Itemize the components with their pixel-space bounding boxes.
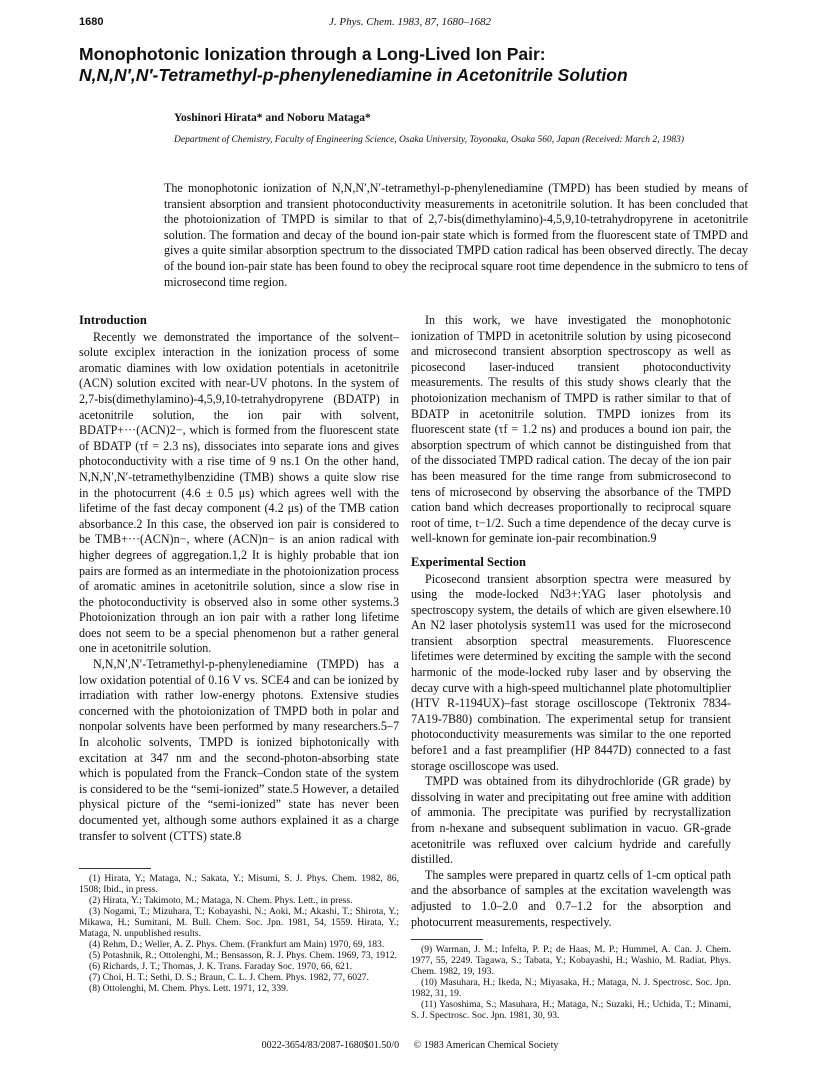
footnote: (6) Richards, J. T.; Thomas, J. K. Trans. Faraday Soc. 1970, 66, 621.	[89, 961, 353, 972]
page-number: 1680	[79, 16, 104, 28]
page-footer	[0, 1040, 820, 1051]
footnotes-left	[79, 873, 399, 994]
footnotes-right	[411, 944, 731, 1021]
footnote: (4) Rehm, D.; Weller, A. Z. Phys. Chem. (Frankfurt am Main) 1970, 69, 183.	[89, 939, 385, 950]
running-head: J. Phys. Chem. 1983, 87, 1680–1682	[329, 16, 491, 28]
right-column	[411, 313, 731, 930]
experimental-paragraph: TMPD was obtained from its dihydrochloride (GR grade) by dissolving in water and precipitating out free amine with addition of ammonia. The precipitate was purified by recrystallization from n-hexane and subsequent sublimation in vacuo. GR-grade acetonitrile was refluxed over calcium hydride and carefully distilled.	[411, 774, 731, 867]
article-title	[79, 44, 759, 86]
footnote-divider	[79, 868, 151, 869]
title-line-2: N,N,N′,N′-Tetramethyl-p-phenylenediamine in Acetonitrile Solution	[79, 65, 628, 85]
authors: Yoshinori Hirata* and Noboru Mataga*	[174, 112, 371, 124]
title-line-1: Monophotonic Ionization through a Long-Lived Ion Pair:	[79, 44, 546, 64]
introduction-heading: Introduction	[79, 313, 147, 327]
publication-code: 0022-3654/83/2087-1680$01.50/0	[261, 1040, 400, 1051]
footnote: (1) Hirata, Y.; Mataga, N.; Sakata, Y.; Misumi, S. J. Phys. Chem. 1982, 86, 1508; Ibid., in press.	[79, 873, 399, 895]
experimental-paragraph: The samples were prepared in quartz cells of 1-cm optical path and the absorbance of samples at the excitation wavelength was adjusted to 1.0–2.0 and 0.7–1.2 for the absorption and photocurrent measurements, respectively.	[411, 867, 731, 929]
footnote: (10) Masuhara, H.; Ikeda, N.; Miyasaka, H.; Mataga, N. J. Spectrosc. Soc. Jpn. 1982, 31, 19.	[411, 977, 731, 999]
intro-paragraph: Recently we demonstrated the importance of the solvent–solute exciplex interaction in the ionization process of some aromatic diamines with low oxidation potentials in acetonitrile (ACN) solution excited with near-UV photons. In the system of 2,7-bis(dimethylamino)-4,5,9,10-tetrahydropyrene (BDATP) in acetonitrile solution, the ion pair with solvent, BDATP+···(ACN)2−, which is formed from the fluorescent state of BDATP (τf = 2.3 ns), dissociates into separate ions and gives photoconductivity with a rise time of 9 ns.1 On the other hand, N,N,N′,N′-tetramethylbenzidine (TMB) shows a quite slow rise in the photocurrent (4.6 ± 0.5 μs) which agrees well with the lifetime of the fast decay component (4.2 μs) of the TMB cation absorbance.2 In this case, the observed ion pair is considered to be TMB+···(ACN)n−, where (ACN)n− is an anion radical with higher degrees of aggregation.1,2 It is highly probable that ion pairs are formed as an intermediate in the photoionization process of aromatic amines in acetonitrile solution, since a slow rise in the photoconductivity is observed also in some other systems.3 Photoionization through an ion pair with a rather long lifetime does not seem to be a special phenomenon but a rather general one in acetonitrile solution.	[79, 329, 399, 656]
intro-paragraph: N,N,N′,N′-Tetramethyl-p-phenylenediamine (TMPD) has a low oxidation potential of 0.16 V vs. SCE4 and can be ionized by irradiation with rather low-energy photons. Extensive studies concerned with the photoionization of TMPD both in polar and nonpolar solvents have been performed by many researchers.5–7 In alcoholic solvents, TMPD is ionized biphotonically with excitation at 347 nm and the second-photon-absorbing state which is populated from the Franck–Condon state of the system is considered to be the “semi-ionized” state.5 However, a detailed physical picture of the “semi-ionized” state has never been documented yet, although some authors explained it as a charge transfer to solvent (CTTS) state.8	[79, 657, 399, 843]
left-column	[79, 313, 399, 844]
footnote: (3) Nogami, T.; Mizuhara, T.; Kobayashi, N.; Aoki, M.; Akashi, T.; Shirota, Y.; Mikawa, H.; Sumitani, M. Bull. Chem. Soc. Jpn. 1981, 54, 1559. Hirata, Y.; Mataga, N. unpublished results.	[79, 906, 399, 939]
abstract: The monophotonic ionization of N,N,N′,N′-tetramethyl-p-phenylenediamine (TMPD) has been studied by means of transient absorption and transient photoconductivity measurements in acetonitrile solution. It has been concluded that the photoionization of TMPD is similar to that of 2,7-bis(dimethylamino)-4,5,9,10-tetrahydropyrene in acetonitrile solution. The formation and decay of the bound ion-pair state which is formed from the fluorescent state of TMPD and gives a quite similar absorption spectrum to the dissociated TMPD cation radical has been observed directly. The decay of the bound ion-pair state has been found to obey the reciprocal square root time dependence in the submicro to tens of microsecond time region.	[164, 181, 748, 289]
footnote: (11) Yasoshima, S.; Masuhara, H.; Mataga, N.; Suzaki, H.; Uchida, T.; Minami, S. J. Spectrosc. Soc. Jpn. 1981, 30, 93.	[411, 999, 731, 1021]
footnote: (2) Hirata, Y.; Takimoto, M.; Mataga, N. Chem. Phys. Lett., in press.	[89, 895, 353, 906]
footnote: (7) Choi, H. T.; Sethi, D. S.; Braun, C. L. J. Chem. Phys. 1982, 77, 6027.	[89, 972, 370, 983]
copyright: © 1983 American Chemical Society	[413, 1040, 559, 1051]
footnote: (9) Warman, J. M.; Infelta, P. P.; de Haas, M. P.; Hummel, A. Can. J. Chem. 1977, 55, 2249. Tagawa, S.; Tabata, Y.; Kobayashi, H.; Washio, M. Radiat. Phys. Chem. 1982, 19, 193.	[411, 944, 731, 977]
experimental-heading: Experimental Section	[411, 554, 526, 569]
intro-paragraph: In this work, we have investigated the monophotonic ionization of TMPD in acetonitrile solution by using picosecond and microsecond transient absorption spectroscopy as well as picosecond laser-induced transient photoconductivity measurements. The results of this study shows clearly that the photoionization mechanism of TMPD is rather similar to that of BDATP in acetonitrile solution. TMPD ionizes from its fluorescent state (τf = 1.2 ns) and produces a bound ion pair, the absorption spectrum of which cannot be distinguished from that of the dissociated TMPD radical cation. The decay of the ion pair has been measured for the time range from submicrosecond to tens of microsecond by observing the absorbance of the TMPD cation band which decreases proportionally to reciprocal square root of time, t−1/2. Such a time dependence of the decay curve is well-known for geminate ion-pair recombination.9	[411, 313, 731, 546]
footnote-divider	[411, 939, 483, 940]
footnote: (8) Ottolenghi, M. Chem. Phys. Lett. 1971, 12, 339.	[89, 983, 289, 994]
experimental-paragraph: Picosecond transient absorption spectra were measured by using the mode-locked Nd3+:YAG laser photolysis and spectroscopy system, the details of which are given elsewhere.10 An N2 laser photolysis system11 was used for the microsecond transient absorption spectral measurements. Fluorescence lifetimes were determined by exciting the sample with the second harmonic of the mode-locked ruby laser and by observing the decay curve with a high-speed multichannel plate photomultiplier (HTV R-1194UX)–fast storage oscilloscope (Tektronix 7834-7A19-7B80) combination. The experimental setup for transient photoconductivity measurements was similar to the one reported before1 and a fast preamplifier (HP 8447D) connected to a fast storage oscilloscope was used.	[411, 571, 731, 773]
footnote: (5) Potashnik, R.; Ottolenghi, M.; Bensasson, R. J. Phys. Chem. 1969, 73, 1912.	[89, 950, 398, 961]
affiliation: Department of Chemistry, Faculty of Engineering Science, Osaka University, Toyonaka, Osaka 560, Japan (Received: March 2, 1983)	[174, 135, 685, 145]
